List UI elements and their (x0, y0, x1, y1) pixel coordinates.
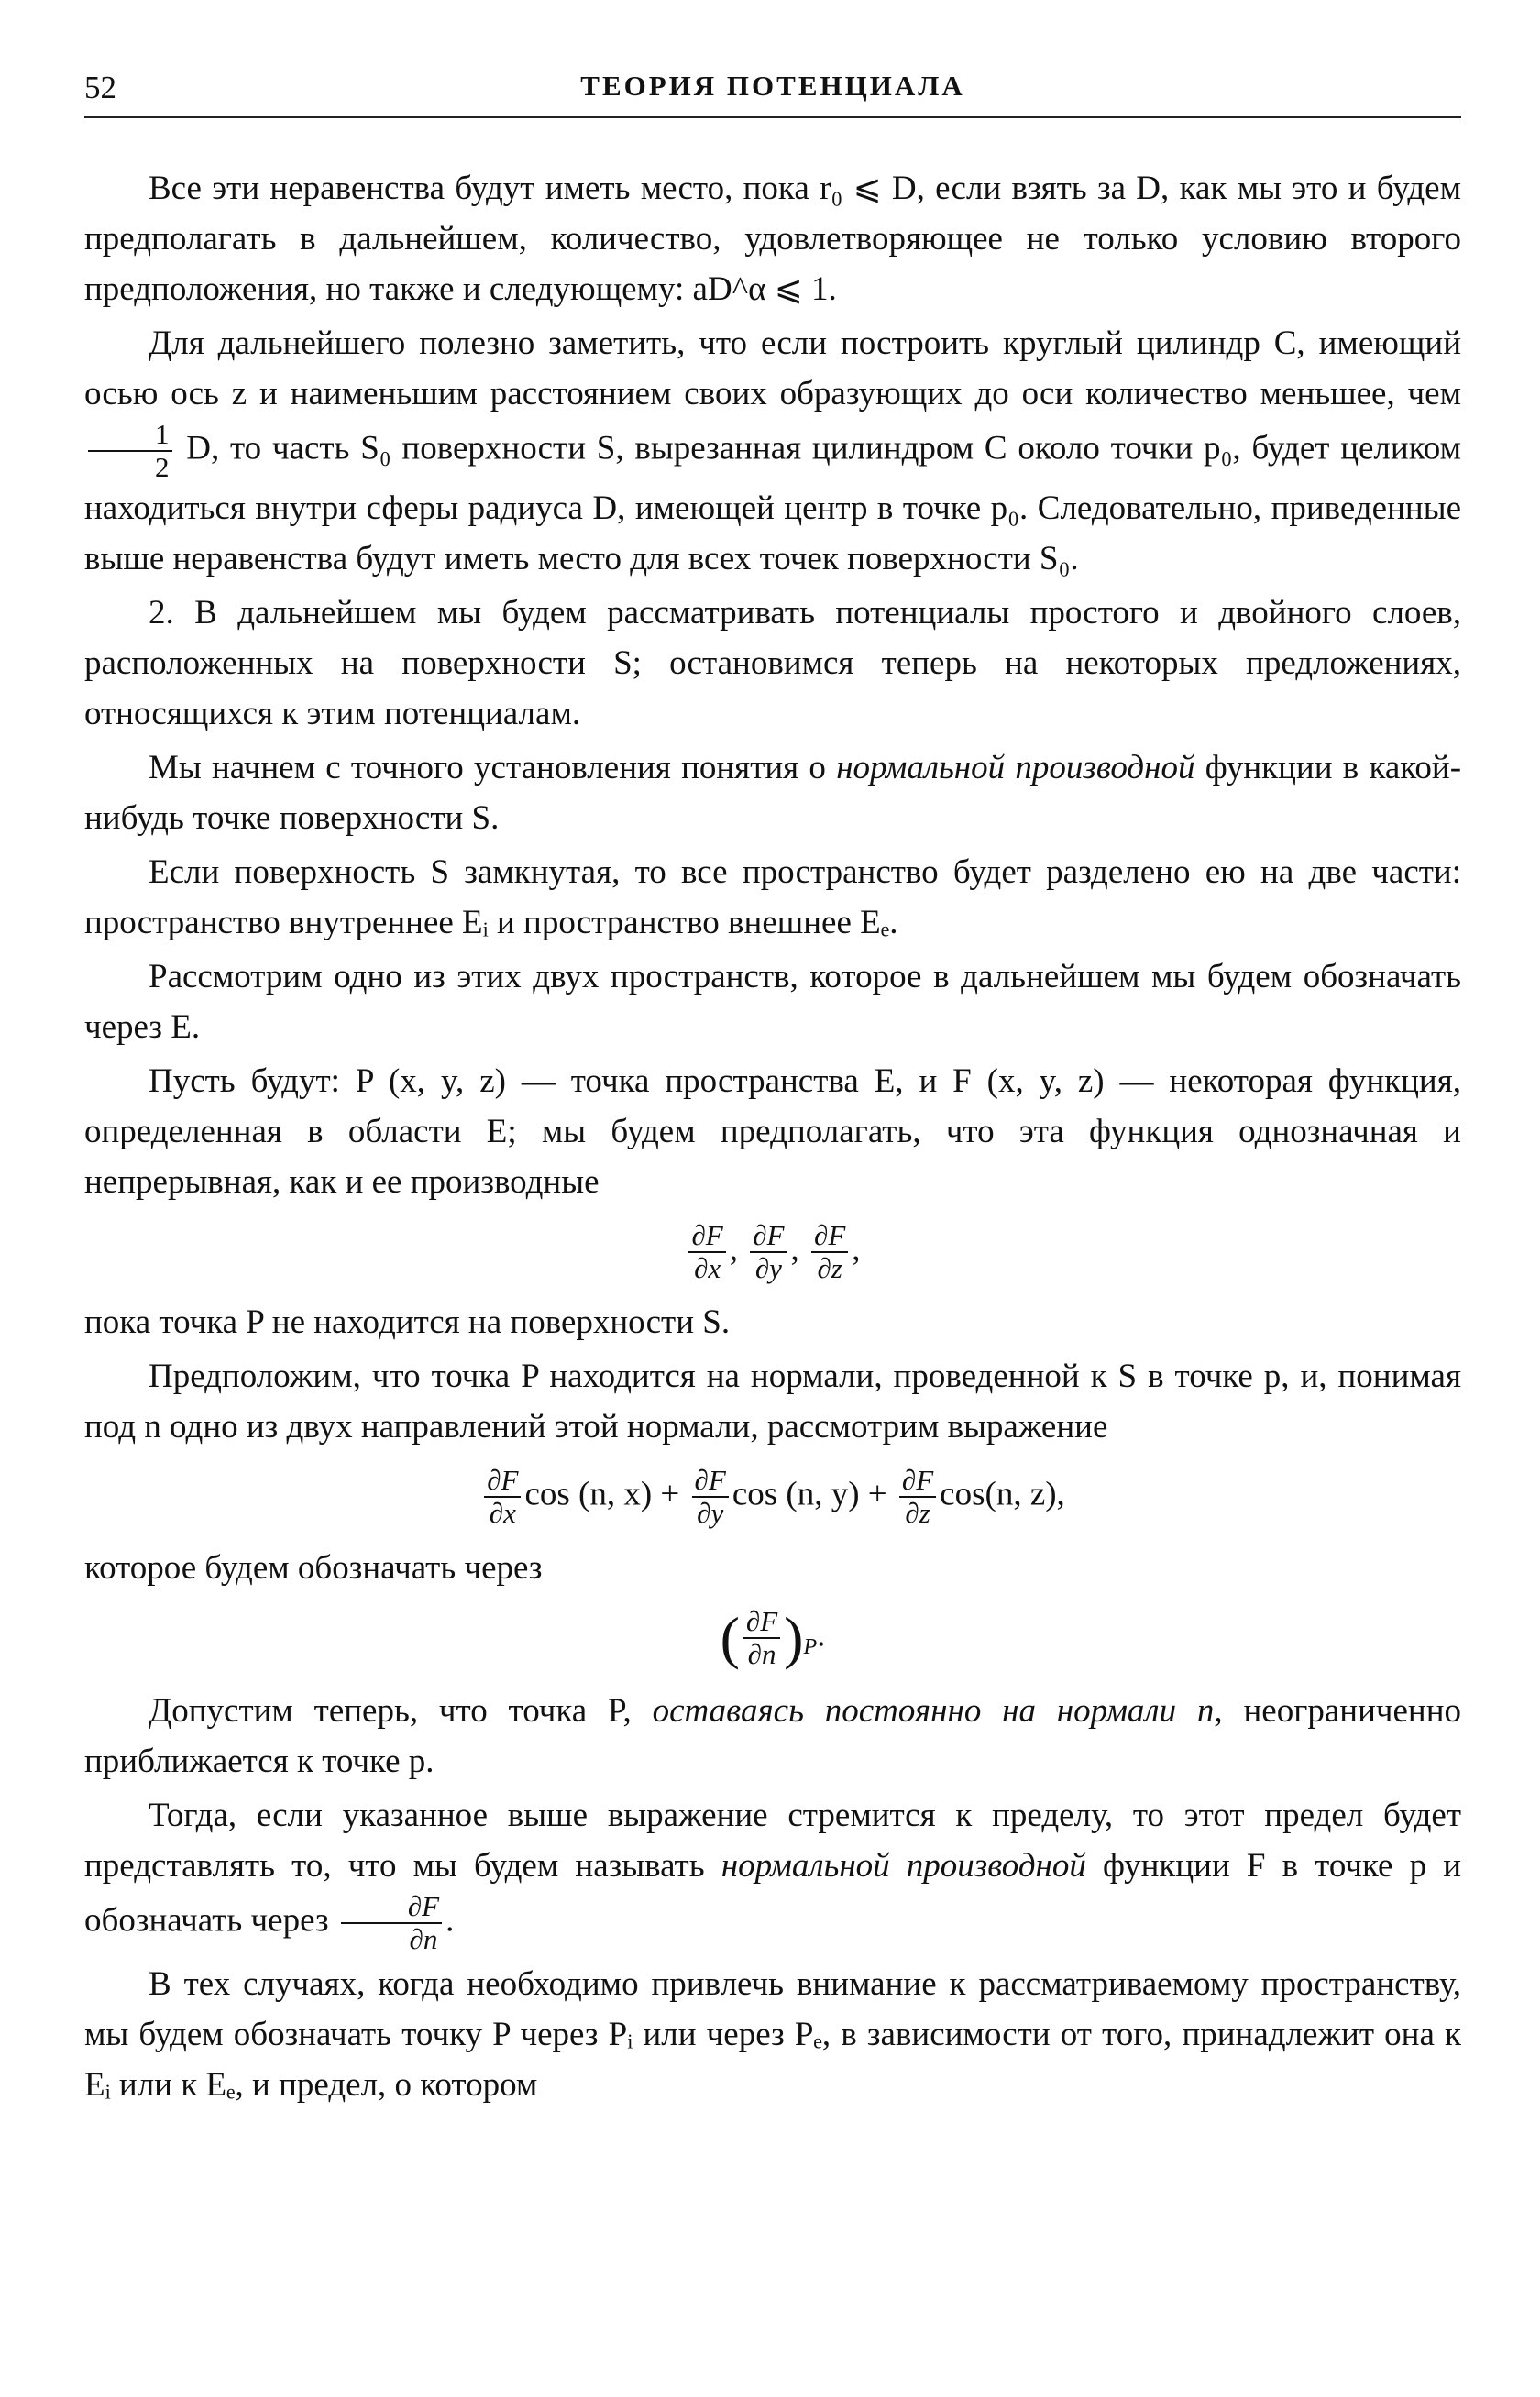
equation-dF-dn-at-P: ( $\frac{\partial F}{\partial n}$ )$_P$. (720, 1604, 826, 1670)
paragraph-8: пока точка P не находится на поверхности S. (84, 1303, 731, 1342)
paragraph-7: Пусть будут: P (x, y, z) — точка пространства E, и F (x, y, z) — некоторая функция, определенная в области E; мы будем предполагать, что эта функция однозначная и непрерывная, как и ее производные (84, 1062, 1461, 1202)
paragraph-13: В тех случаях, когда необходимо привлечь внимание к рассматриваемому пространству, мы будем обозначать точку P через Pᵢ или через Pₑ, в зависимости от того, принадлежит она к Eᵢ или к Eₑ, и предел, о котором (84, 1964, 1461, 2104)
paragraph-2 (84, 318, 1461, 584)
paragraph-2-part-b: D, то часть S₀ поверхности S, вырезанная цилиндром C около точки p₀, будет целиком находиться внутри сферы радиуса D, имеющей центр в точке p₀. Следовательно, приведенные выше неравенства будут иметь место для всех точек поверхности S₀. (84, 429, 1461, 578)
page-number: 52 (84, 70, 116, 105)
running-title: ТЕОРИЯ ПОТЕНЦИАЛА (580, 70, 965, 102)
header-rule (84, 116, 1461, 118)
paragraph-9: Предположим, что точка P находится на нормали, проведенной к S в точке p, и, понимая под n одно из двух направлений этой нормали, рассмотрим выражение (84, 1358, 1461, 1446)
page-body (84, 163, 1461, 2114)
equation-directional-sum: $\frac{\partial F}{\partial x}$ cos (n, x) + $\frac{\partial F}{\partial y}$ cos (n, y) + $\frac{\partial F}{\partial z}$ cos(n, z), (84, 1465, 1461, 1529)
paragraph-3: 2. В дальнейшем мы будем рассматривать потенциалы простого и двойного слоев, расположенных на поверхности S; остановимся теперь на некоторых предложениях, относящихся к этим потенциалам. (84, 594, 1461, 733)
paragraph-1: Все эти неравенства будут иметь место, пока r₀ ⩽ D, если взять за D, как мы это и будем предполагать в дальнейшем, количество, удовлетворяющее не только условию второго предположения, но также и следующему: aD^α ⩽ 1. (84, 170, 1461, 308)
paragraph-4: Мы начнем с точного установления понятия о нормальной производной функции в какой-нибудь точке поверхности S. (84, 749, 1462, 838)
page-header (84, 62, 1461, 115)
paragraph-10: которое будем обозначать через (84, 1548, 543, 1587)
fraction-dF-dn: $\frac{\partial F}{\partial n}$ (341, 1891, 442, 1955)
paragraph-2-part-a: Для дальнейшего полезно заметить, что если построить круглый цилиндр C, имеющий осью ось z и наименьшим расстоянием своих образующих до оси количество меньшее, чем (84, 324, 1461, 412)
paragraph-11: Допустим теперь, что точка P, оставаясь постоянно на нормали n, неограниченно приближается к точке p. (84, 1691, 1462, 1780)
term-normal-derivative: нормальной производной (836, 749, 1195, 787)
equation-partial-derivatives: $\frac{\partial F}{\partial x}$ , $\frac{\partial F}{\partial y}$ , $\frac{\partial F}{\partial z}$ , (84, 1220, 1461, 1284)
paragraph-5: Если поверхность S замкнутая, то все пространство будет разделено ею на две части: пространство внутреннее Eᵢ и пространство внешнее Eₑ. (84, 853, 1461, 942)
fraction-one-half: $\frac{1}{2}$ (88, 419, 172, 483)
paragraph-12: Тогда, если указанное выше выражение стремится к пределу, то этот предел будет представлять то, что мы будем называть нормальной производной функции F в точке p и обозначать через $\frac{\partial F}{\partial n}$ . (84, 1796, 1462, 1955)
paragraph-6: Рассмотрим одно из этих двух пространств, которое в дальнейшем мы будем обозначать через E. (84, 958, 1461, 1047)
